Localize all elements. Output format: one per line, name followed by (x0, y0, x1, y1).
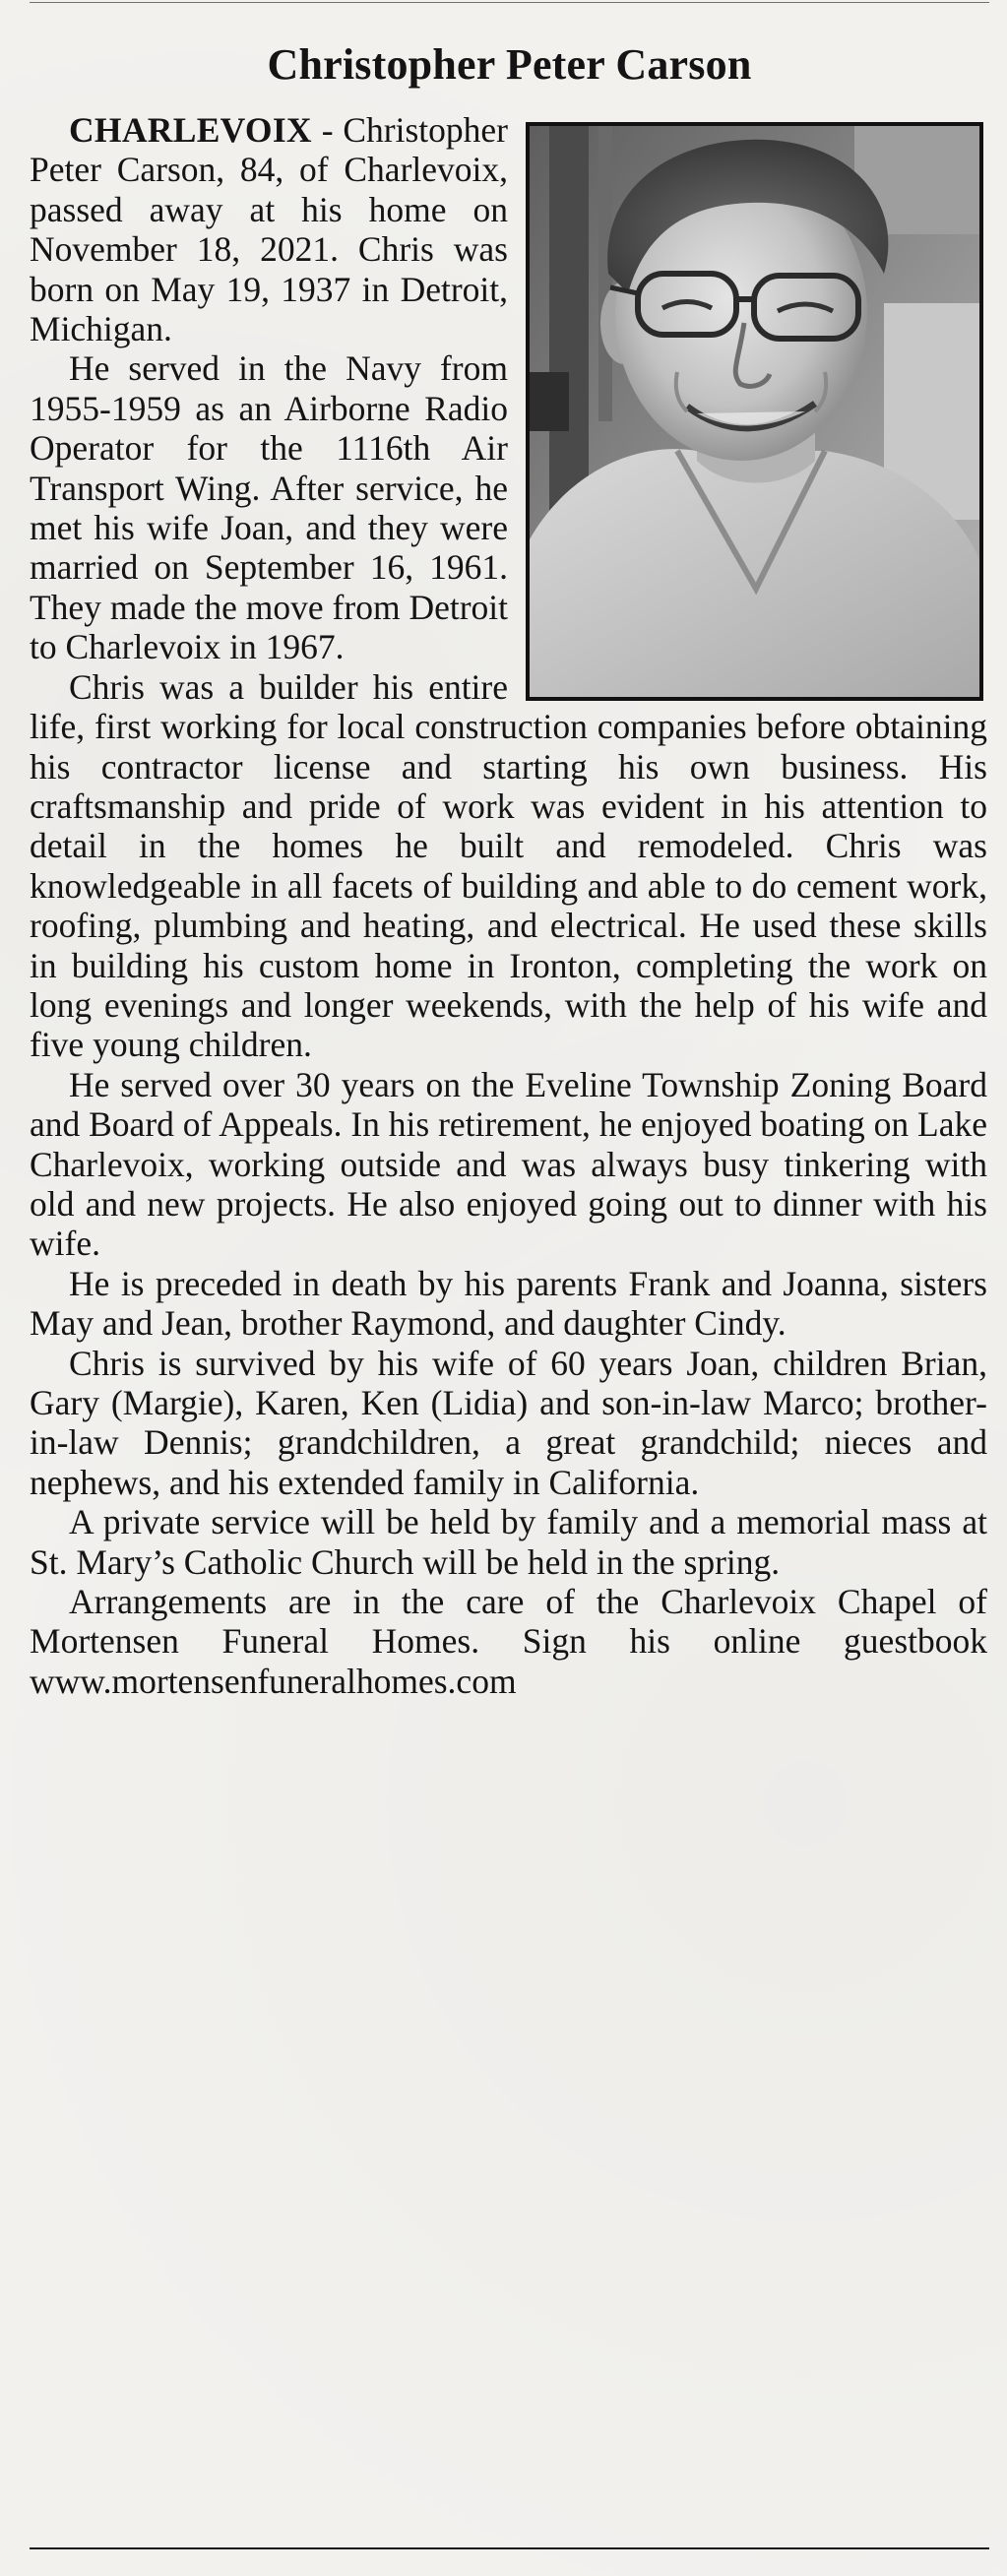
paragraph-2: He served in the Navy from 1955-1959 as an Airborne Radio Operator for the 1116th Air Transport Wing. After service, he met his wife Joan, and they were married on September 16, 1961. They made the move from Detroit to Charlevoix in 1967. (30, 348, 508, 667)
top-rule (30, 2, 989, 3)
bottom-rule (30, 2547, 989, 2549)
paragraph-7: A private service will be held by family and a memorial mass at St. Mary’s Catholic Church will be held in the spring. (30, 1502, 987, 1582)
portrait-photo (526, 122, 983, 701)
paragraph-5: He is preceded in death by his parents Frank and Joanna, sisters May and Jean, brother Raymond, and daughter Cindy. (30, 1263, 987, 1344)
paragraph-3: Chris was a builder his entire life, first working for local construction companies before obtaining his contractor license and starting his own business. His craftsmanship and pride of work was evident in his attention to detail in the homes he built and remodeled. Chris was knowledgeable in all facets of building and able to do cement work, roofing, plumbing and heating, and electrical. He used these skills in building his custom home in Ironton, completing the work on long evenings and longer weekends, with the help of his wife and five young children. (30, 666, 987, 1065)
paragraph-1-text: - Christopher Peter Carson, 84, of Charlevoix, passed away at his home on November 18, 2021. Chris was born on May 19, 1937 in Detroit, Michigan. (30, 110, 508, 349)
obituary-headline: Christopher Peter Carson (267, 40, 752, 89)
paragraph-4: He served over 30 years on the Eveline Township Zoning Board and Board of Appeals. In his retirement, he enjoyed boating on Lake Charlevoix, working outside and was always busy tinkering with old and new projects. He also enjoyed going out to dinner with his wife. (30, 1064, 988, 1264)
paragraph-6: Chris is survived by his wife of 60 years Joan, children Brian, Gary (Margie), Karen, Ken (Lidia) and son-in-law Marco; brother-in-law Dennis; grandchildren, a great grandchild; nieces and nephews, and his extended family in California. (30, 1343, 987, 1502)
paragraph-8: Arrangements are in the care of the Charlevoix Chapel of Mortensen Funeral Homes. Sign his online guestbook www.mortensenfuneralhomes.com (30, 1582, 987, 1701)
dateline: CHARLEVOIX (69, 110, 312, 150)
portrait-illustration (530, 126, 979, 697)
